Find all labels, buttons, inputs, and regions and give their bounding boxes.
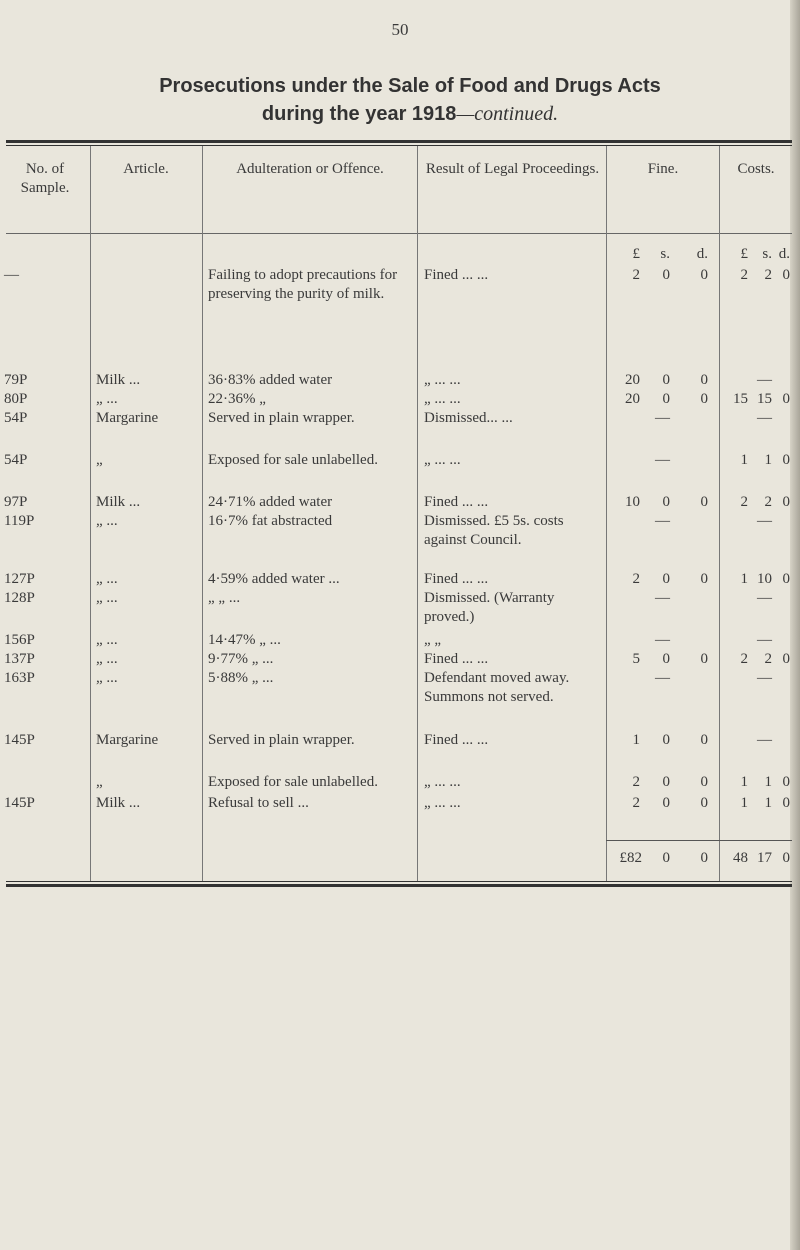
- result: „ „: [424, 632, 442, 648]
- costs-pounds: 2: [740, 651, 748, 667]
- costs-pounds: 15: [733, 391, 748, 407]
- costs-shillings: 2: [764, 267, 772, 283]
- costs-pence: 0: [782, 267, 790, 283]
- costs-shillings: —: [757, 732, 772, 748]
- article: „ ...: [96, 391, 118, 407]
- total-costs-pounds: 48: [733, 850, 748, 866]
- costs-pence: 0: [782, 651, 790, 667]
- article: „ ...: [96, 513, 118, 529]
- result: „ ... ...: [424, 452, 461, 468]
- result: „ ... ...: [424, 372, 461, 388]
- fine-shillings: 0: [662, 795, 670, 811]
- total-fine-shillings: 0: [662, 850, 670, 866]
- sample-number: —: [4, 267, 19, 283]
- costs-shillings: 2: [764, 651, 772, 667]
- costs-shillings: —: [757, 590, 772, 606]
- page-title: [0, 72, 800, 128]
- article: „ ...: [96, 590, 118, 606]
- title-continued: —continued.: [456, 103, 559, 125]
- fine-pence: 0: [700, 651, 708, 667]
- article: Milk ...: [96, 372, 141, 388]
- costs-pence: 0: [782, 391, 790, 407]
- offence: Failing to adopt precautions for preserving the purity of milk.: [208, 267, 398, 302]
- article: „ ...: [96, 632, 118, 648]
- fine-pounds-unit: £: [632, 246, 640, 262]
- fine-shillings: —: [655, 452, 670, 468]
- result: Fined ... ...: [424, 651, 489, 667]
- sample-number: 163P: [4, 670, 35, 686]
- sample-number: 128P: [4, 590, 35, 606]
- costs-shillings-unit: s.: [762, 246, 772, 262]
- costs-shillings: —: [757, 513, 772, 529]
- offence: 9·77% „ ...: [208, 651, 274, 667]
- costs-shillings: 1: [764, 452, 772, 468]
- fine-pounds: 2: [632, 571, 640, 587]
- offence: 4·59% added water ...: [208, 571, 340, 587]
- fine-pence: 0: [700, 494, 708, 510]
- costs-pence: 0: [782, 494, 790, 510]
- costs-pence: 0: [782, 774, 790, 790]
- fine-pence: 0: [700, 372, 708, 388]
- title-line-2: [0, 100, 800, 128]
- article: „ ...: [96, 571, 118, 587]
- costs-pounds: 1: [740, 774, 748, 790]
- costs-pounds-unit: £: [740, 246, 748, 262]
- total-costs-pence: 0: [782, 850, 790, 866]
- result: Fined ... ...: [424, 571, 489, 587]
- fine-shillings: —: [655, 670, 670, 686]
- column-divider: [719, 146, 720, 881]
- fine-pounds: 2: [632, 774, 640, 790]
- article: Margarine: [96, 410, 159, 426]
- fine-shillings: 0: [662, 732, 670, 748]
- result: Dismissed. (Warranty proved.): [424, 590, 555, 625]
- offence: Served in plain wrapper.: [208, 410, 355, 426]
- header-fine: Fine.: [647, 161, 679, 177]
- title-year: during the year 1918: [261, 103, 457, 125]
- fine-shillings: 0: [662, 372, 670, 388]
- table-bottom-rule: [6, 881, 792, 882]
- page-number: 50: [391, 20, 409, 39]
- costs-pence: 0: [782, 795, 790, 811]
- costs-shillings: —: [757, 670, 772, 686]
- result: Fined ... ...: [424, 267, 489, 283]
- fine-shillings: 0: [662, 494, 670, 510]
- fine-shillings-unit: s.: [660, 246, 670, 262]
- article: „: [96, 452, 103, 468]
- table-bottom-rule-thick: [6, 884, 792, 887]
- fine-pence: 0: [700, 774, 708, 790]
- offence: Served in plain wrapper.: [208, 732, 355, 748]
- result: Fined ... ...: [424, 494, 489, 510]
- table-top-rule: [6, 140, 792, 143]
- article: Margarine: [96, 732, 159, 748]
- offence: 5·88% „ ...: [208, 670, 274, 686]
- column-divider: [90, 146, 91, 881]
- offence: 22·36% „: [208, 391, 266, 407]
- header-article: Article.: [123, 161, 169, 177]
- fine-pounds: 2: [632, 795, 640, 811]
- total-fine-pounds: £82: [619, 850, 642, 866]
- fine-pence: 0: [700, 732, 708, 748]
- offence: 14·47% „ ...: [208, 632, 281, 648]
- costs-pounds: 2: [740, 267, 748, 283]
- result: Dismissed... ...: [424, 410, 513, 426]
- result: Fined ... ...: [424, 732, 489, 748]
- costs-pounds: 1: [740, 571, 748, 587]
- article: Milk ...: [96, 494, 141, 510]
- article: „ ...: [96, 670, 118, 686]
- sample-number: 97P: [4, 494, 28, 510]
- fine-pounds: 2: [632, 267, 640, 283]
- fine-pounds: 10: [625, 494, 640, 510]
- article: „ ...: [96, 651, 118, 667]
- sample-number: 54P: [4, 410, 28, 426]
- result: „ ... ...: [424, 795, 461, 811]
- sample-number: 80P: [4, 391, 28, 407]
- offence: 36·83% added water: [208, 372, 333, 388]
- costs-shillings: —: [757, 632, 772, 648]
- costs-shillings: 15: [757, 391, 772, 407]
- costs-pounds: 2: [740, 494, 748, 510]
- header-costs: Costs.: [737, 161, 775, 177]
- fine-shillings: —: [655, 590, 670, 606]
- offence: 24·71% added water: [208, 494, 333, 510]
- sample-number: 145P: [4, 795, 35, 811]
- totals-top-rule: [606, 840, 792, 841]
- offence: Exposed for sale unlabelled.: [208, 774, 378, 790]
- total-costs-shillings: 17: [757, 850, 772, 866]
- result: „ ... ...: [424, 391, 461, 407]
- fine-pence: 0: [700, 571, 708, 587]
- costs-shillings: 1: [764, 774, 772, 790]
- costs-shillings: 10: [757, 571, 772, 587]
- header-result: Result of Legal Proceedings.: [425, 161, 600, 177]
- fine-shillings: 0: [662, 571, 670, 587]
- result: Defendant moved away. Summons not served.: [424, 670, 570, 705]
- title-line-1: Prosecutions under the Sale of Food and Drugs Acts: [159, 75, 661, 97]
- fine-pounds: 20: [625, 372, 640, 388]
- offence: „ „ ...: [208, 590, 241, 606]
- fine-pence-unit: d.: [696, 246, 708, 262]
- fine-shillings: —: [655, 513, 670, 529]
- sample-number: 156P: [4, 632, 35, 648]
- sample-number: 145P: [4, 732, 35, 748]
- article: „: [96, 774, 103, 790]
- fine-shillings: 0: [662, 267, 670, 283]
- costs-pounds: 1: [740, 452, 748, 468]
- fine-pence: 0: [700, 267, 708, 283]
- costs-shillings: —: [757, 372, 772, 388]
- fine-pence: 0: [700, 795, 708, 811]
- sample-number: 137P: [4, 651, 35, 667]
- column-divider: [606, 146, 607, 881]
- costs-pence: 0: [782, 571, 790, 587]
- fine-pence: 0: [700, 391, 708, 407]
- header-offence: Adulteration or Offence.: [236, 161, 384, 177]
- costs-shillings: 1: [764, 795, 772, 811]
- column-divider: [417, 146, 418, 881]
- offence: 16·7% fat abstracted: [208, 513, 333, 529]
- fine-pounds: 5: [632, 651, 640, 667]
- fine-shillings: —: [655, 632, 670, 648]
- page-edge: [790, 0, 800, 1250]
- costs-shillings: —: [757, 410, 772, 426]
- fine-pounds: 20: [625, 391, 640, 407]
- article: Milk ...: [96, 795, 141, 811]
- result: Dismissed. £5 5s. costs against Council.: [424, 513, 564, 548]
- costs-pounds: 1: [740, 795, 748, 811]
- table-top-rule-thin: [6, 145, 792, 146]
- sample-number: 54P: [4, 452, 28, 468]
- fine-shillings: 0: [662, 651, 670, 667]
- sample-number: 79P: [4, 372, 28, 388]
- column-divider: [202, 146, 203, 881]
- fine-shillings: 0: [662, 774, 670, 790]
- header-bottom-rule: [6, 233, 792, 234]
- costs-pence-unit: d.: [778, 246, 790, 262]
- offence: Refusal to sell ...: [208, 795, 309, 811]
- sample-number: 119P: [4, 513, 35, 529]
- header-no-of-sample: No. of Sample.: [20, 161, 70, 196]
- result: „ ... ...: [424, 774, 461, 790]
- total-fine-pence: 0: [700, 850, 708, 866]
- sample-number: 127P: [4, 571, 35, 587]
- fine-pounds: 1: [632, 732, 640, 748]
- offence: Exposed for sale unlabelled.: [208, 452, 378, 468]
- costs-shillings: 2: [764, 494, 772, 510]
- fine-shillings: 0: [662, 391, 670, 407]
- fine-shillings: —: [655, 410, 670, 426]
- costs-pence: 0: [782, 452, 790, 468]
